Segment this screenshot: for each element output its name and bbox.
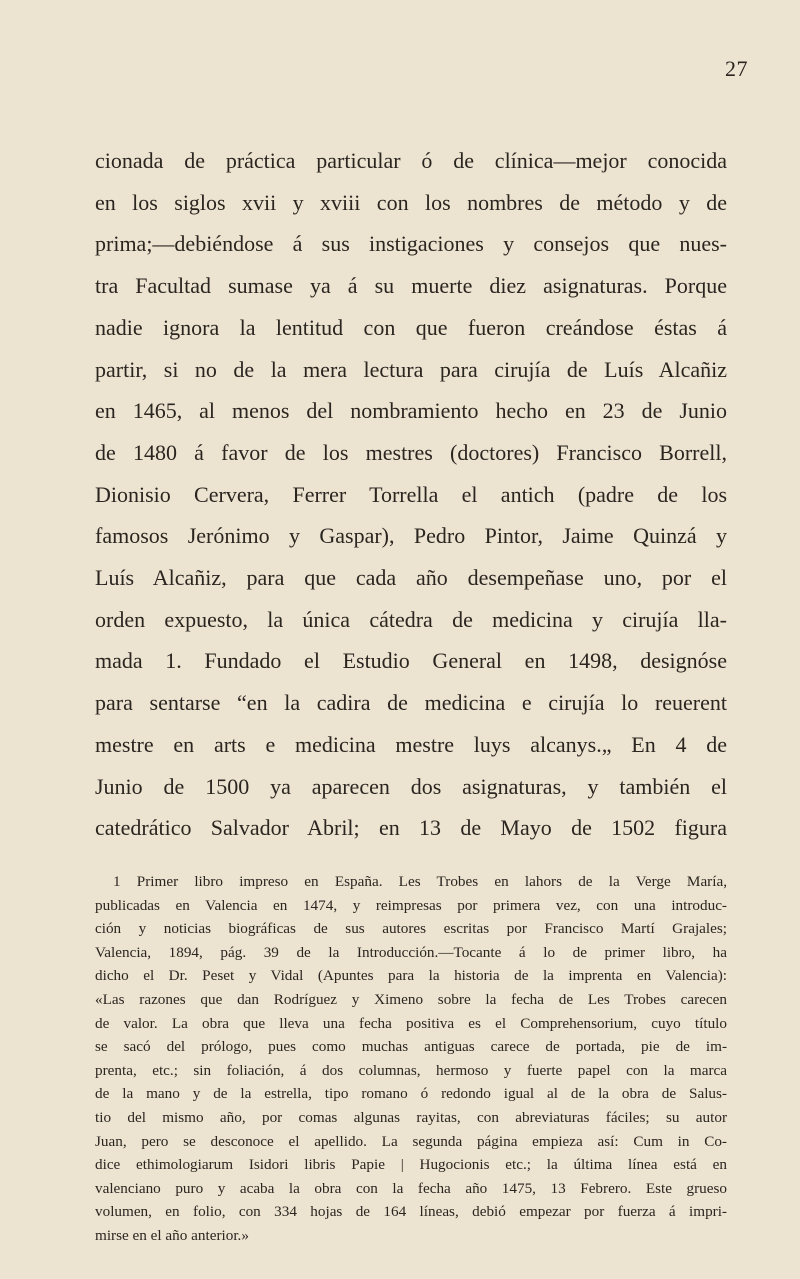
footnote-line: de la mano y de la estrella, tipo romano ó redondo igual al de la obra de Salus- xyxy=(95,1085,727,1103)
footnote-line: «Las razones que dan Rodríguez y Ximeno sobre la fecha de Les Trobes carecen xyxy=(95,990,727,1008)
footnote-line: 1 Primer libro impreso en España. Les Trobes en lahors de la Verge María, xyxy=(113,873,727,890)
footnote-line: volumen, en folio, con 334 hojas de 164 líneas, debió empezar por fuerza á impri- xyxy=(95,1203,727,1221)
footnote-line: ción y noticias biográficas de sus autores escritas por Francisco Martí Grajales; xyxy=(95,920,727,938)
text-line: Luís Alcañiz, para que cada año desempeñase uno, por el xyxy=(95,565,727,591)
footnote-line: se sacó del prólogo, pues como muchas antiguas carece de portada, pie de im- xyxy=(95,1038,727,1056)
footnote-line: Valencia, 1894, pág. 39 de la Introducción.—Tocante á lo de primer libro, ha xyxy=(95,943,727,961)
footnote-line: publicadas en Valencia en 1474, y reimpresas por primera vez, con una introduc- xyxy=(95,896,727,914)
text-line: partir, si no de la mera lectura para cirujía de Luís Alcañiz xyxy=(95,356,727,382)
text-line: para sentarse “en la cadira de medicina e cirujía lo reuerent xyxy=(95,690,727,716)
text-line: tra Facultad sumase ya á su muerte diez asignaturas. Porque xyxy=(95,273,727,299)
footnote-line: mirse en el año anterior.» xyxy=(95,1226,249,1244)
page-number: 27 xyxy=(725,56,748,81)
text-line: cionada de práctica particular ó de clínica—mejor conocida xyxy=(95,148,727,173)
footnote-line: tio del mismo año, por comas algunas rayitas, con abreviaturas fáciles; su autor xyxy=(95,1108,727,1126)
text-line: mada 1. Fundado el Estudio General en 1498, designóse xyxy=(95,648,727,674)
text-line: nadie ignora la lentitud con que fueron creándose éstas á xyxy=(95,314,727,340)
text-line: de 1480 á favor de los mestres (doctores) Francisco Borrell, xyxy=(95,439,727,465)
main-text xyxy=(95,140,727,849)
footnote-line: dicho el Dr. Peset y Vidal (Apuntes para la historia de la imprenta en Valencia): xyxy=(95,967,727,985)
text-line: Dionisio Cervera, Ferrer Torrella el antich (padre de los xyxy=(95,481,727,507)
text-line: prima;—debiéndose á sus instigaciones y consejos que nues- xyxy=(95,231,727,257)
footnote-line: dice ethimologiarum Isidori libris Papie | Hugocionis etc.; la última línea está en xyxy=(95,1156,727,1174)
text-line: Junio de 1500 ya aparecen dos asignaturas, y también el xyxy=(95,773,727,799)
footnote-block xyxy=(95,870,727,1248)
text-line: en los siglos xvii y xviii con los nombres de método y de xyxy=(95,189,727,215)
footnote-line: prenta, etc.; sin foliación, á dos columnas, hermoso y fuerte papel con la marca xyxy=(95,1061,727,1079)
footnote-line: Juan, pero se desconoce el apellido. La segunda página empieza así: Cum in Co- xyxy=(95,1132,727,1150)
text-line: mestre en arts e medicina mestre luys alcanys.„ En 4 de xyxy=(95,731,727,757)
footnote-line: de valor. La obra que lleva una fecha positiva es el Comprehensorium, cuyo título xyxy=(95,1014,727,1032)
text-line: catedrático Salvador Abril; en 13 de Mayo de 1502 figura xyxy=(95,815,727,841)
text-line: orden expuesto, la única cátedra de medicina y cirujía lla- xyxy=(95,606,727,632)
footnote-line: valenciano puro y acaba la obra con la fecha año 1475, 13 Febrero. Este grueso xyxy=(95,1179,727,1197)
text-line: en 1465, al menos del nombramiento hecho en 23 de Junio xyxy=(95,398,727,424)
text-line: famosos Jerónimo y Gaspar), Pedro Pintor, Jaime Quinzá y xyxy=(95,523,727,549)
